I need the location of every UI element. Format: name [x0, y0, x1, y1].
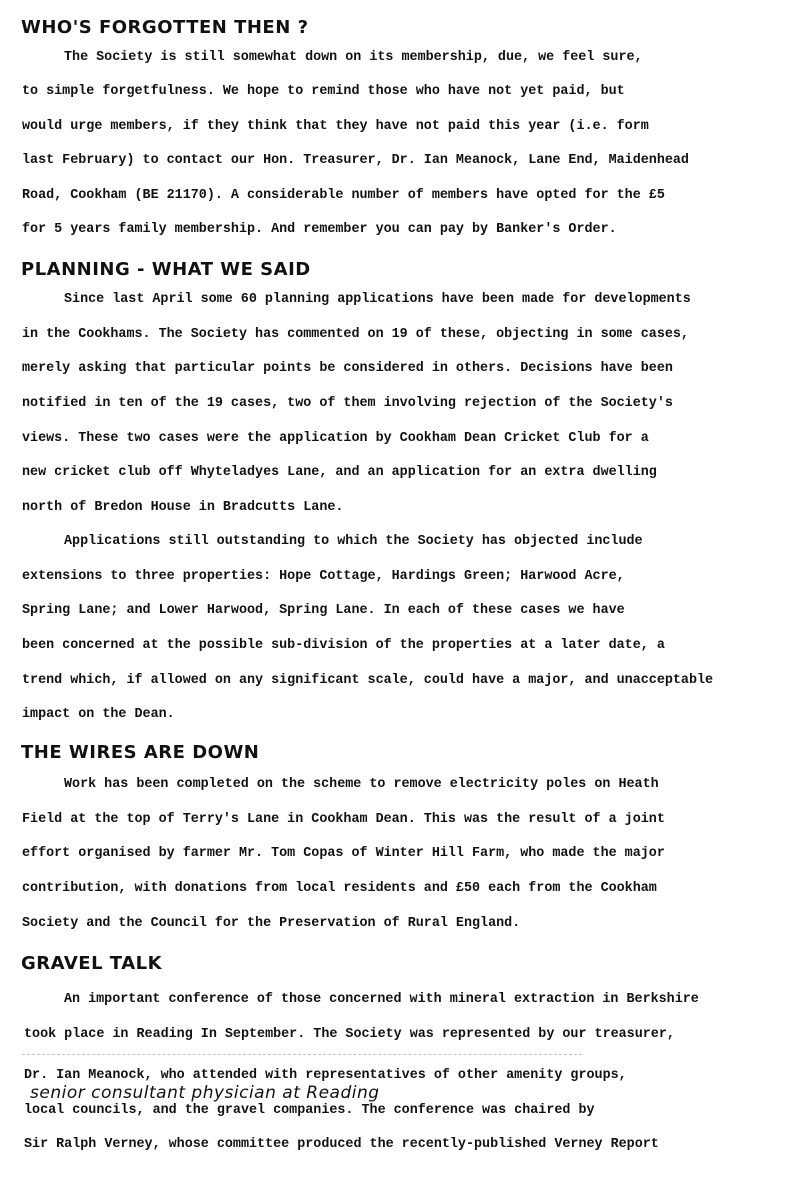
text-line: Work has been completed on the scheme to remove electricity poles on Heath — [64, 777, 659, 792]
text-line: Sir Ralph Verney, whose committee produced the recently-published Verney Report — [24, 1137, 659, 1152]
text-line: Society and the Council for the Preservation of Rural England. — [22, 916, 521, 931]
scan-artifact-line — [22, 1054, 582, 1055]
section-heading-planning: PLANNING - WHAT WE SAID — [21, 259, 311, 280]
text-line: north of Bredon House in Bradcutts Lane. — [22, 500, 344, 515]
text-line: notified in ten of the 19 cases, two of them involving rejection of the Society's — [22, 396, 673, 411]
section-heading-gravel: GRAVEL TALK — [21, 953, 163, 974]
text-line: for 5 years family membership. And remember you can pay by Banker's Order. — [22, 222, 617, 237]
text-line: would urge members, if they think that they have not paid this year (i.e. form — [22, 119, 649, 134]
text-line: local councils, and the gravel companies. The conference was chaired by — [24, 1103, 595, 1118]
text-line: The Society is still somewhat down on its membership, due, we feel sure, — [64, 50, 643, 65]
text-line: Field at the top of Terry's Lane in Cookham Dean. This was the result of a joint — [22, 812, 665, 827]
text-line: Dr. Ian Meanock, who attended with representatives of other amenity groups, — [24, 1068, 627, 1083]
text-line: Applications still outstanding to which the Society has objected include — [64, 534, 643, 549]
text-line: in the Cookhams. The Society has commented on 19 of these, objecting in some cases, — [22, 327, 689, 342]
text-line: new cricket club off Whyteladyes Lane, and an application for an extra dwelling — [22, 465, 657, 480]
text-line: Since last April some 60 planning applications have been made for developments — [64, 292, 691, 307]
text-line: trend which, if allowed on any significant scale, could have a major, and unacceptable — [22, 673, 714, 688]
text-line: extensions to three properties: Hope Cottage, Hardings Green; Harwood Acre, — [22, 569, 625, 584]
text-line: Spring Lane; and Lower Harwood, Spring Lane. In each of these cases we have — [22, 603, 625, 618]
text-line: last February) to contact our Hon. Treasurer, Dr. Ian Meanock, Lane End, Maidenhead — [22, 153, 689, 168]
text-line: been concerned at the possible sub-division of the properties at a later date, a — [22, 638, 665, 653]
section-heading-wires: THE WIRES ARE DOWN — [21, 742, 260, 763]
text-line: took place in Reading In September. The Society was represented by our treasurer, — [24, 1027, 675, 1042]
section-heading-membership: WHO'S FORGOTTEN THEN ? — [21, 17, 309, 38]
text-line: to simple forgetfulness. We hope to remind those who have not yet paid, but — [22, 84, 625, 99]
text-line: contribution, with donations from local residents and £50 each from the Cookham — [22, 881, 657, 896]
text-line: effort organised by farmer Mr. Tom Copas of Winter Hill Farm, who made the major — [22, 846, 665, 861]
text-line: merely asking that particular points be considered in others. Decisions have been — [22, 361, 673, 376]
handwritten-annotation: senior consultant physician at Reading — [30, 1083, 380, 1103]
text-line: views. These two cases were the application by Cookham Dean Cricket Club for a — [22, 431, 649, 446]
text-line: Road, Cookham (BE 21170). A considerable number of members have opted for the £5 — [22, 188, 665, 203]
text-line: impact on the Dean. — [22, 707, 175, 722]
text-line: An important conference of those concerned with mineral extraction in Berkshire — [64, 992, 699, 1007]
